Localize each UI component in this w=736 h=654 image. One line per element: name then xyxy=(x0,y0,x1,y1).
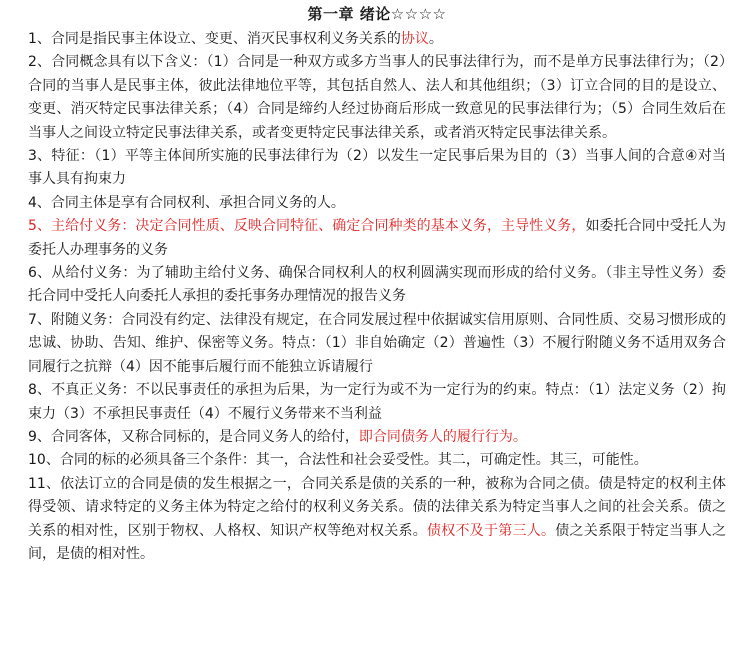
paragraph-text: 。 xyxy=(428,31,443,47)
paragraph-4 xyxy=(28,192,726,215)
highlighted-text: 债权不及于第三人。 xyxy=(427,522,556,539)
highlighted-text: 5、主给付义务：决定合同性质、反映合同特征、确定合同种类的基本义务，主导性义务， xyxy=(28,218,586,235)
paragraph-9 xyxy=(28,426,726,449)
paragraph-text: 2、合同概念具有以下含义：（1）合同是一种双方或多方当事人的民事法律行为，而不是单方民事法律行为；（2）合同的当事人是民事主体，彼此法律地位平等，其包括自然人、法人和其他组织；（3）订立合同的目的是设立、变更、消灭特定民事法律关系；（4）合同是缔约人经过协商后形成一致意见的民事法律行为；（5）合同生效后在当事人之间设立特定民事法律关系，或者变更特定民事法律关系，或者消灭特定民事法律关系。 xyxy=(28,54,726,141)
chapter-title: 第一章 绪论☆☆☆☆ xyxy=(307,5,447,23)
paragraph-5 xyxy=(28,215,726,262)
paragraph-text: 如委托合同中受托人为委托人办理事务的义务 xyxy=(28,218,727,258)
paragraph-6 xyxy=(28,262,726,309)
paragraph-7 xyxy=(28,309,726,379)
paragraph-text: 11、依法订立的合同是债的发生根据之一，合同关系是债的关系的一种，被称为合同之债。债是特定的权利主体得受领、请求特定的义务主体为特定之给付的权利义务关系。债的法律关系为特定当事人之间的社会关系。债之关系的相对性，区别于物权、人格权、知识产权等绝对权关系。 xyxy=(28,475,726,539)
paragraph-11 xyxy=(28,473,726,567)
highlighted-text: 协议 xyxy=(400,31,429,47)
paragraph-3 xyxy=(28,145,726,192)
paragraph-text: 1、合同是指民事主体设立、变更、消灭民事权利义务关系的 xyxy=(28,31,401,47)
paragraph-1 xyxy=(28,28,726,51)
paragraph-text: 6、从给付义务：为了辅助主给付义务、确保合同权利人的权利圆满实现而形成的给付义务。（非主导性义务）委托合同中受托人向委托人承担的委托事务办理情况的报告义务 xyxy=(28,265,726,305)
paragraph-text: 债之关系限于特定当事人之间，是债的相对性。 xyxy=(28,522,726,562)
paragraph-text: 10、合同的标的必须具备三个条件：其一，合法性和社会妥受性。其二，可确定性。其三，可能性。 xyxy=(28,452,648,469)
paragraph-text: 3、特征：（1）平等主体间所实施的民事法律行为（2）以发生一定民事后果为目的（3）当事人间的合意④对当事人具有拘束力 xyxy=(28,148,726,188)
paragraph-text: 9、合同客体，又称合同标的，是合同义务人的给付， xyxy=(28,428,359,445)
paragraph-text: 8、不真正义务：不以民事责任的承担为后果，为一定行为或不为一定行为的约束。特点：（1）法定义务（2）拘束力（3）不承担民事责任（4）不履行义务带来不当利益 xyxy=(28,382,726,422)
paragraph-text: 7、附随义务：合同没有约定、法律没有规定，在合同发展过程中依据诚实信用原则、合同性质、交易习惯形成的忠诚、协助、告知、维护、保密等义务。特点：（1）非自始确定（2）普遍性（3）不履行附随义务不适用双务合同履行之抗辩（4）因不能事后履行而不能独立诉请履行 xyxy=(28,311,726,375)
paragraph-10 xyxy=(28,449,726,472)
paragraph-text: 4、合同主体是享有合同权利、承担合同义务的人。 xyxy=(28,194,345,211)
document-body xyxy=(28,28,726,566)
paragraph-8 xyxy=(28,379,726,426)
highlighted-text: 即合同债务人的履行行为。 xyxy=(358,428,527,445)
paragraph-2 xyxy=(28,51,726,145)
